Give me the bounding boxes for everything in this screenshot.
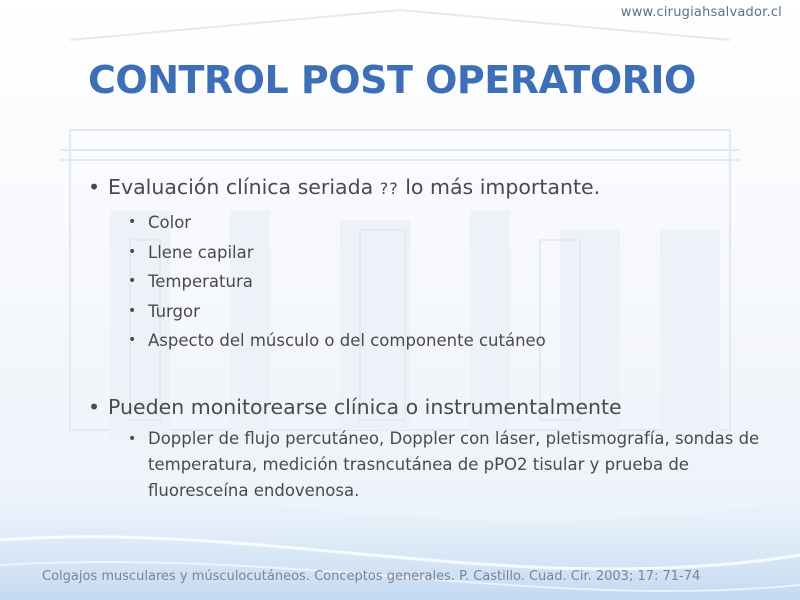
sub-bullet-item: • Aspecto del músculo o del componente cutáneo [128,326,768,356]
sub-bullet-item: • Color [128,208,768,238]
bullet-item: • Pueden monitorearse clínica o instrumentalmente [88,392,768,422]
sub-bullet-list [128,208,768,356]
slide-title: CONTROL POST OPERATORIO [88,58,696,102]
symbol-placeholder: ?? [379,179,399,198]
sub-bullet-item: • Turgor [128,297,768,327]
sub-bullet-list [128,426,768,504]
sub-bullet-item: • Temperatura [128,267,768,297]
citation-footer: Colgajos musculares y músculocutáneos. Conceptos generales. P. Castillo. Cuad. Cir. 2003; 17: 71-74 [42,569,701,584]
bullet-text: lo más importante. [405,175,601,199]
bullet-text: Evaluación clínica seriada [108,175,374,199]
bullet-item [88,172,768,204]
website-url: www.cirugiahsalvador.cl [620,5,782,20]
sub-bullet-item: • Doppler de flujo percutáneo, Doppler con láser, pletismografía, sondas de temperatura, medición trasncutánea de pPO2 tisular y prueba de fluoresceína endovenosa. [128,426,768,504]
sub-bullet-item: • Llene capilar [128,238,768,268]
bullet-list [88,172,768,504]
